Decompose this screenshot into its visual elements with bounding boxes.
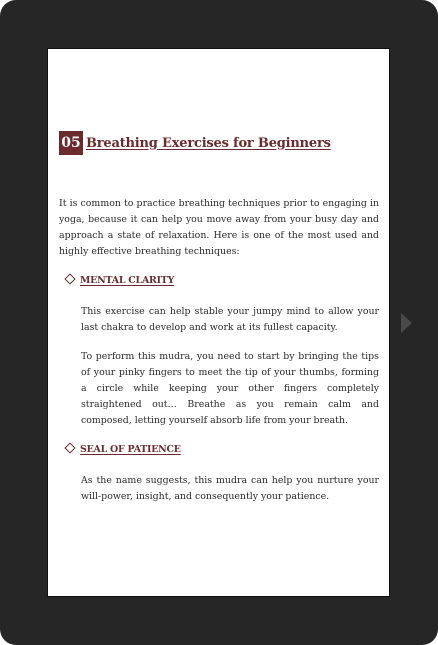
chevron-right-icon[interactable] xyxy=(401,313,412,333)
body-paragraph: As the name suggests, this mudra can help you nurture your will-power, insight, and consequently your patience. xyxy=(81,475,379,502)
section-heading-seal-of-patience xyxy=(66,444,181,455)
book-page[interactable] xyxy=(47,48,390,597)
diamond-icon xyxy=(64,442,75,453)
chapter-title: Breathing Exercises for Beginners xyxy=(86,135,331,151)
body-paragraph: This exercise can help stable your jumpy mind to allow your last chakra to develop and work at its fullest capacity. xyxy=(81,306,379,333)
section-heading-label: MENTAL CLARITY xyxy=(80,275,175,286)
diamond-icon xyxy=(64,273,75,284)
body-paragraph: To perform this mudra, you need to start by bringing the tips of your pinky fingers to meet the tip of your thumbs, forming a circle while keeping your other fingers completely straightened out… Breathe as you remain calm and composed, letting yourself absorb life from your breath. xyxy=(81,351,379,426)
chapter-heading xyxy=(59,131,331,155)
intro-paragraph: It is common to practice breathing techniques prior to engaging in yoga, because it can help you move away from your busy day and approach a state of relaxation. Here is one of the most used and highly effective breathing techniques: xyxy=(59,198,379,257)
section-heading-label: SEAL OF PATIENCE xyxy=(80,444,181,455)
section-heading-mental-clarity xyxy=(66,275,174,286)
chapter-number-badge: 05 xyxy=(59,131,83,155)
